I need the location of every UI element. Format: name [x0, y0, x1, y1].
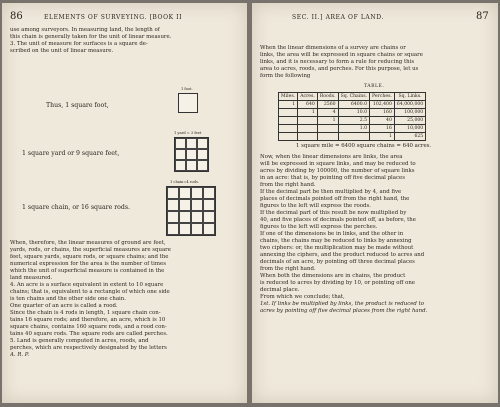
table-cell: 6400.0 [338, 101, 369, 109]
column-header: Acres. [298, 93, 318, 101]
text-block-bottom [10, 240, 242, 360]
table-row [279, 125, 426, 133]
table-cell [298, 125, 318, 133]
text-line: yards, rods, or chains, the superficial measures are square [10, 247, 171, 253]
text-line: Now, when the linear dimensions are links, the area [260, 154, 403, 160]
table-cell: 640 [298, 101, 318, 109]
square-foot-figure [178, 93, 198, 113]
table-title: TABLE. [364, 84, 385, 89]
page-number: 86 [10, 11, 23, 22]
table-cell: 64,000,000 [394, 101, 425, 109]
text-line: If one of the dimensions be in links, and the other in [260, 231, 404, 237]
table-cell: 10.0 [338, 109, 369, 117]
text-line: tains 40 square rods. The square rods are called perches. [10, 331, 168, 337]
table-cell [298, 133, 318, 141]
text-line: in an acre: that is, by pointing off five decimal places [260, 175, 405, 181]
text-block-top [260, 45, 494, 80]
text-line: If the decimal part of this result be now multiplied by [260, 210, 407, 216]
table-row [279, 117, 426, 125]
column-header: Perches. [370, 93, 395, 101]
text-line: places of decimals pointed off from the right hand, the [260, 196, 410, 202]
text-line: perches, which are respectively designated by the letters [10, 345, 167, 351]
table-cell: 625 [394, 133, 425, 141]
table-row [279, 101, 426, 109]
figure-label: 1 chain=4 rods. [170, 180, 199, 184]
table-cell: 1 [317, 117, 338, 125]
table-cell: 10,000 [394, 125, 425, 133]
text-line: square chains, contains 160 square rods, and a rood con- [10, 324, 167, 330]
table-cell: 25,000 [394, 117, 425, 125]
table-cell [279, 109, 298, 117]
text-line: acres by dividing by 100000, the number of square links [260, 168, 415, 174]
table-cell [279, 133, 298, 141]
text-line: chains, the chains may be reduced to links by annexing [260, 238, 412, 244]
text-line: figures to the left will express the perches. [260, 224, 378, 230]
right-page [252, 3, 498, 403]
text-line: land measured. [10, 275, 53, 281]
text-line: 1st. If links be multiplied by links, the product is reduced to [260, 301, 425, 307]
table-cell [317, 133, 338, 141]
text-line: feet, square yards, square rods, or square chains; and the [10, 254, 169, 260]
text-line: numerical expression for the area is the number of times [10, 261, 166, 267]
text-line: this chain is generally taken for the unit of linear measure. [10, 34, 172, 40]
running-header: ELEMENTS OF SURVEYING. [BOOK II [44, 14, 183, 21]
text-line: From which we conclude; that, [260, 294, 345, 300]
table-cell: 2.5 [338, 117, 369, 125]
text-block-bottom [260, 154, 494, 316]
table-cell [279, 117, 298, 125]
figure-caption: 1 square chain, or 16 square rods. [22, 204, 131, 211]
text-line: is ten chains and the other side one chain. [10, 296, 126, 302]
text-line: A. R. P. [10, 352, 30, 358]
table-cell: 40 [370, 117, 395, 125]
table-row [279, 133, 426, 141]
left-page [2, 3, 247, 403]
text-line: two ciphers: or, the multiplication may be made without [260, 245, 414, 251]
table-cell: 2560 [317, 101, 338, 109]
column-header: Sq. Chains. [338, 93, 369, 101]
table-cell [279, 125, 298, 133]
text-line: 5. Land is generally computed in acres, roods, and [10, 338, 149, 344]
table-note: 1 square mile = 6400 square chains = 640 acres. [296, 143, 432, 149]
table-cell: 4 [317, 109, 338, 117]
conversion-table [278, 92, 426, 141]
text-line: is reduced to acres by dividing by 10, or pointing off one [260, 280, 415, 286]
table-cell: 102,400 [370, 101, 395, 109]
text-line: area to acres, roods, and perches. For this purpose, let us [260, 66, 419, 72]
text-line: One quarter of an acre is called a rood. [10, 303, 118, 309]
table-cell: 1 [279, 101, 298, 109]
table-cell [298, 117, 318, 125]
text-line: links, and it is necessary to form a rule for reducing this [260, 59, 415, 65]
text-line: 3. The unit of measure for surfaces is a square de- [10, 41, 148, 47]
text-line: When both the dimensions are in chains, the product [260, 273, 406, 279]
text-line: 40, and five places of decimals pointed off, as before, the [260, 217, 416, 223]
table-cell: 160 [370, 109, 395, 117]
text-line: form the following [260, 73, 311, 79]
table-row [279, 109, 426, 117]
text-line: tains 16 square rods; and therefore, an acre, which is 10 [10, 317, 166, 323]
square-yard-figure [174, 137, 209, 172]
text-line: When, therefore, the linear measures of ground are feet, [10, 240, 166, 246]
column-header: Roods. [317, 93, 338, 101]
table-cell: 1.0 [338, 125, 369, 133]
text-line: which the unit of superficial measure is contained in the [10, 268, 165, 274]
figure-label: 1 yard = 3 feet [174, 131, 202, 135]
table-cell [338, 133, 369, 141]
text-line: will be expressed in square links, and may be reduced to [260, 161, 416, 167]
text-line: decimal place. [260, 287, 300, 293]
figure-label: 1 foot. [181, 87, 193, 91]
figure-caption: Thus, 1 square foot, [46, 102, 109, 109]
text-line: annexing the ciphers, and the product reduced to acres and [260, 252, 425, 258]
text-line: If the decimal part be then multiplied by 4, and five [260, 189, 402, 195]
page-number: 87 [476, 11, 489, 22]
text-line: use among surveyors. In measuring land, the length of [10, 27, 160, 33]
text-line: figures to the left will express the roods. [260, 203, 371, 209]
text-line: from the right hand. [260, 182, 316, 188]
column-header: Miles. [279, 93, 298, 101]
text-line: 4. An acre is a surface equivalent in extent to 10 square [10, 282, 164, 288]
text-block-top [10, 27, 242, 55]
table-cell [317, 125, 338, 133]
table-cell: 100,000 [394, 109, 425, 117]
text-line: scribed on the unit of linear measure. [10, 48, 114, 54]
text-line: from the right hand. [260, 266, 316, 272]
table-cell: 1 [298, 109, 318, 117]
square-chain-figure [166, 186, 216, 236]
text-line: When the linear dimensions of a survey are chains or [260, 45, 406, 51]
text-line: acres by pointing off five decimal places from the right hand. [260, 308, 428, 314]
table-cell: 1 [370, 133, 395, 141]
text-line: chains; that is, equivalent to a rectangle of which one side [10, 289, 170, 295]
figure-caption: 1 square yard or 9 square feet, [22, 150, 120, 157]
text-line: links, the area will be expressed in square chains or square [260, 52, 423, 58]
table-cell: 16 [370, 125, 395, 133]
running-header: SEC. II.] AREA OF LAND. [292, 14, 384, 21]
text-line: Since the chain is 4 rods in length, 1 square chain con- [10, 310, 161, 316]
column-header: Sq. Links. [394, 93, 425, 101]
text-line: decimals of an acre, by pointing off three decimal places [260, 259, 415, 265]
table-header-row [279, 93, 426, 101]
